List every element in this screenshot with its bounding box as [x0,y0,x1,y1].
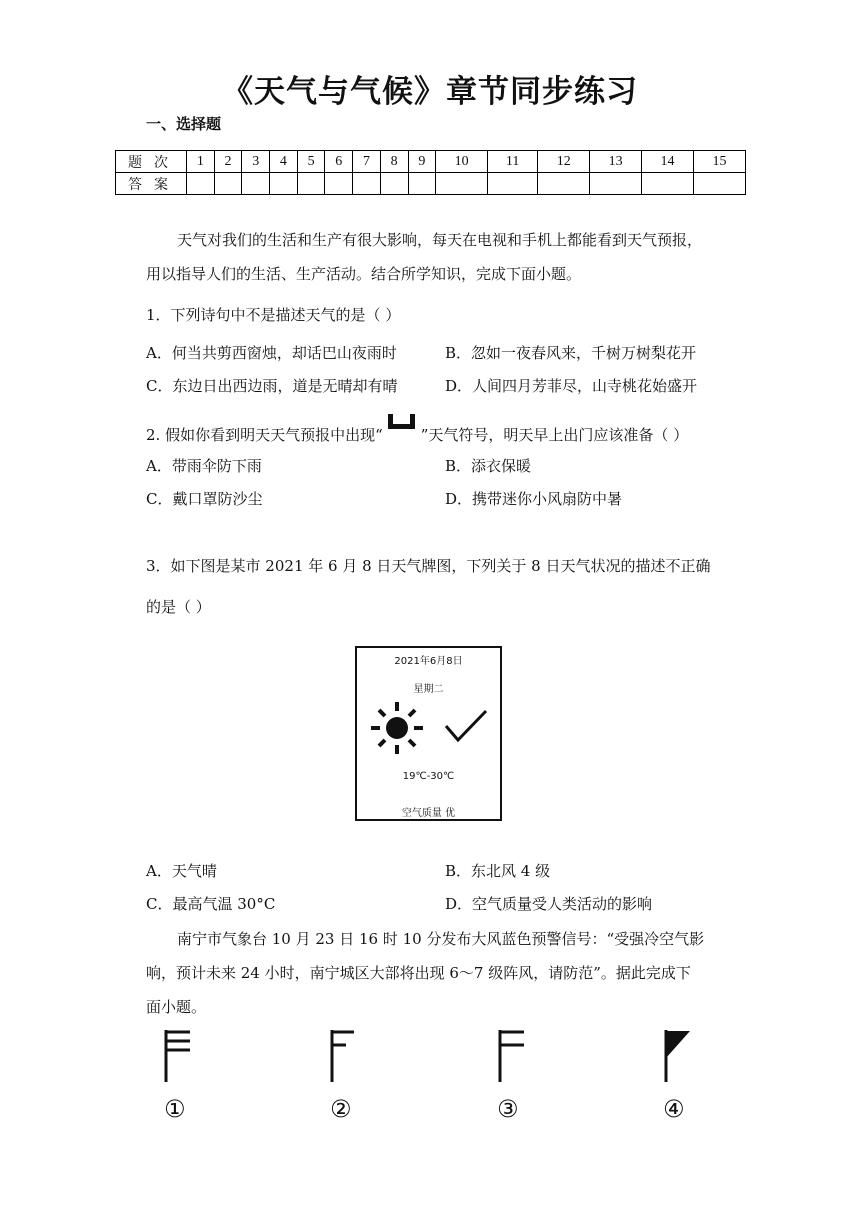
answer-cell[interactable] [214,173,242,195]
answer-cell[interactable] [590,173,642,195]
answer-cell[interactable] [187,173,215,195]
answer-table-number: 7 [353,151,381,173]
q3-stem-line1: 3．如下图是某市 2021 年 6 月 8 日天气牌图，下列关于 8 日天气状况的描述不正确 [146,557,711,575]
q2-option-b[interactable]: B．添衣保暖 [445,457,532,475]
wind-symbol-3-icon [494,1028,530,1084]
q3-option-b[interactable]: B．东北风 4 级 [445,862,551,880]
q1-option-d[interactable]: D．人间四月芳菲尽，山寺桃花始盛开 [445,377,698,395]
answer-cell[interactable] [488,173,538,195]
wind-symbol-1-icon [160,1028,196,1084]
q2-stem-before: 2. 假如你看到明天天气预报中出现“ [146,426,383,444]
answer-table-number: 9 [408,151,436,173]
weather-card-temp: 19℃-30℃ [402,771,455,782]
answer-table-number: 4 [270,151,298,173]
answer-cell[interactable] [297,173,325,195]
answer-table-answer-row [116,173,746,195]
answer-table-number: 5 [297,151,325,173]
q2-option-c[interactable]: C．戴口罩防沙尘 [146,490,263,508]
q3-option-c[interactable]: C．最高气温 30°C [146,895,276,913]
answer-cell[interactable] [642,173,694,195]
q3-option-d[interactable]: D．空气质量受人类活动的影响 [445,895,653,913]
q2-option-a[interactable]: A．带雨伞防下雨 [146,457,262,475]
wind-label-2: ② [330,1095,352,1123]
answer-table-number-row [116,151,746,173]
q1-stem: 1．下列诗句中不是描述天气的是（ ） [146,306,401,324]
weather-symbol-icon [385,414,419,432]
section-heading: 一、选择题 [146,115,222,133]
q1-option-c[interactable]: C．东边日出西边雨，道是无晴却有晴 [146,377,398,395]
answer-cell[interactable] [436,173,488,195]
answer-table-row1-label: 题次 [116,151,187,173]
intro2-line1: 南宁市气象台 10 月 23 日 16 时 10 分发布大风蓝色预警信号：“受强冷空气影 [177,930,705,948]
intro1-line2: 用以指导人们的生活、生产活动。结合所学知识，完成下面小题。 [146,265,582,283]
answer-cell[interactable] [380,173,408,195]
q2-stem [146,422,688,445]
answer-cell[interactable] [325,173,353,195]
weather-card [355,646,502,821]
q3-option-a[interactable]: A．天气晴 [146,862,217,880]
sun-icon [367,700,427,756]
q2-option-d[interactable]: D．携带迷你小风扇防中暑 [445,490,623,508]
weather-card-weekday: 星期二 [413,684,444,695]
answer-cell[interactable] [694,173,746,195]
wind-symbol-4-icon [660,1028,696,1084]
answer-table-row2-label: 答案 [116,173,187,195]
answer-table-number: 15 [694,151,746,173]
answer-table-number: 8 [380,151,408,173]
answer-cell[interactable] [242,173,270,195]
answer-cell[interactable] [270,173,298,195]
page-title: 《天气与气候》章节同步练习 [222,74,638,110]
weather-card-air: 空气质量 优 [401,808,456,819]
answer-table [115,150,746,195]
answer-cell[interactable] [538,173,590,195]
q1-option-a[interactable]: A．何当共剪西窗烛，却话巴山夜雨时 [146,344,397,362]
wind-label-4: ④ [663,1095,685,1123]
q2-stem-after: ”天气符号，明天早上出门应该准备（ ） [420,426,689,444]
wind-symbol-2-icon [326,1028,362,1084]
answer-table-number: 6 [325,151,353,173]
q1-option-b[interactable]: B．忽如一夜春风来，千树万树梨花开 [445,344,697,362]
answer-cell[interactable] [353,173,381,195]
answer-table-number: 12 [538,151,590,173]
answer-table-number: 2 [214,151,242,173]
intro1-line1: 天气对我们的生活和生产有很大影响，每天在电视和手机上都能看到天气预报， [177,231,703,249]
answer-table-number: 14 [642,151,694,173]
answer-table-number: 13 [590,151,642,173]
intro2-line3: 面小题。 [146,998,207,1016]
answer-cell[interactable] [408,173,436,195]
answer-table-number: 10 [436,151,488,173]
answer-table-number: 11 [488,151,538,173]
wind-label-1: ① [164,1095,186,1123]
answer-table-number: 1 [187,151,215,173]
intro2-line2: 响，预计未来 24 小时，南宁城区大部将出现 6～7 级阵风，请防范”。据此完成下 [146,964,691,982]
q3-stem-line2: 的是（ ） [146,598,211,616]
weather-card-date: 2021年6月8日 [394,656,463,667]
wind-label-3: ③ [497,1095,519,1123]
answer-table-number: 3 [242,151,270,173]
wind-vane-icon [443,708,489,744]
